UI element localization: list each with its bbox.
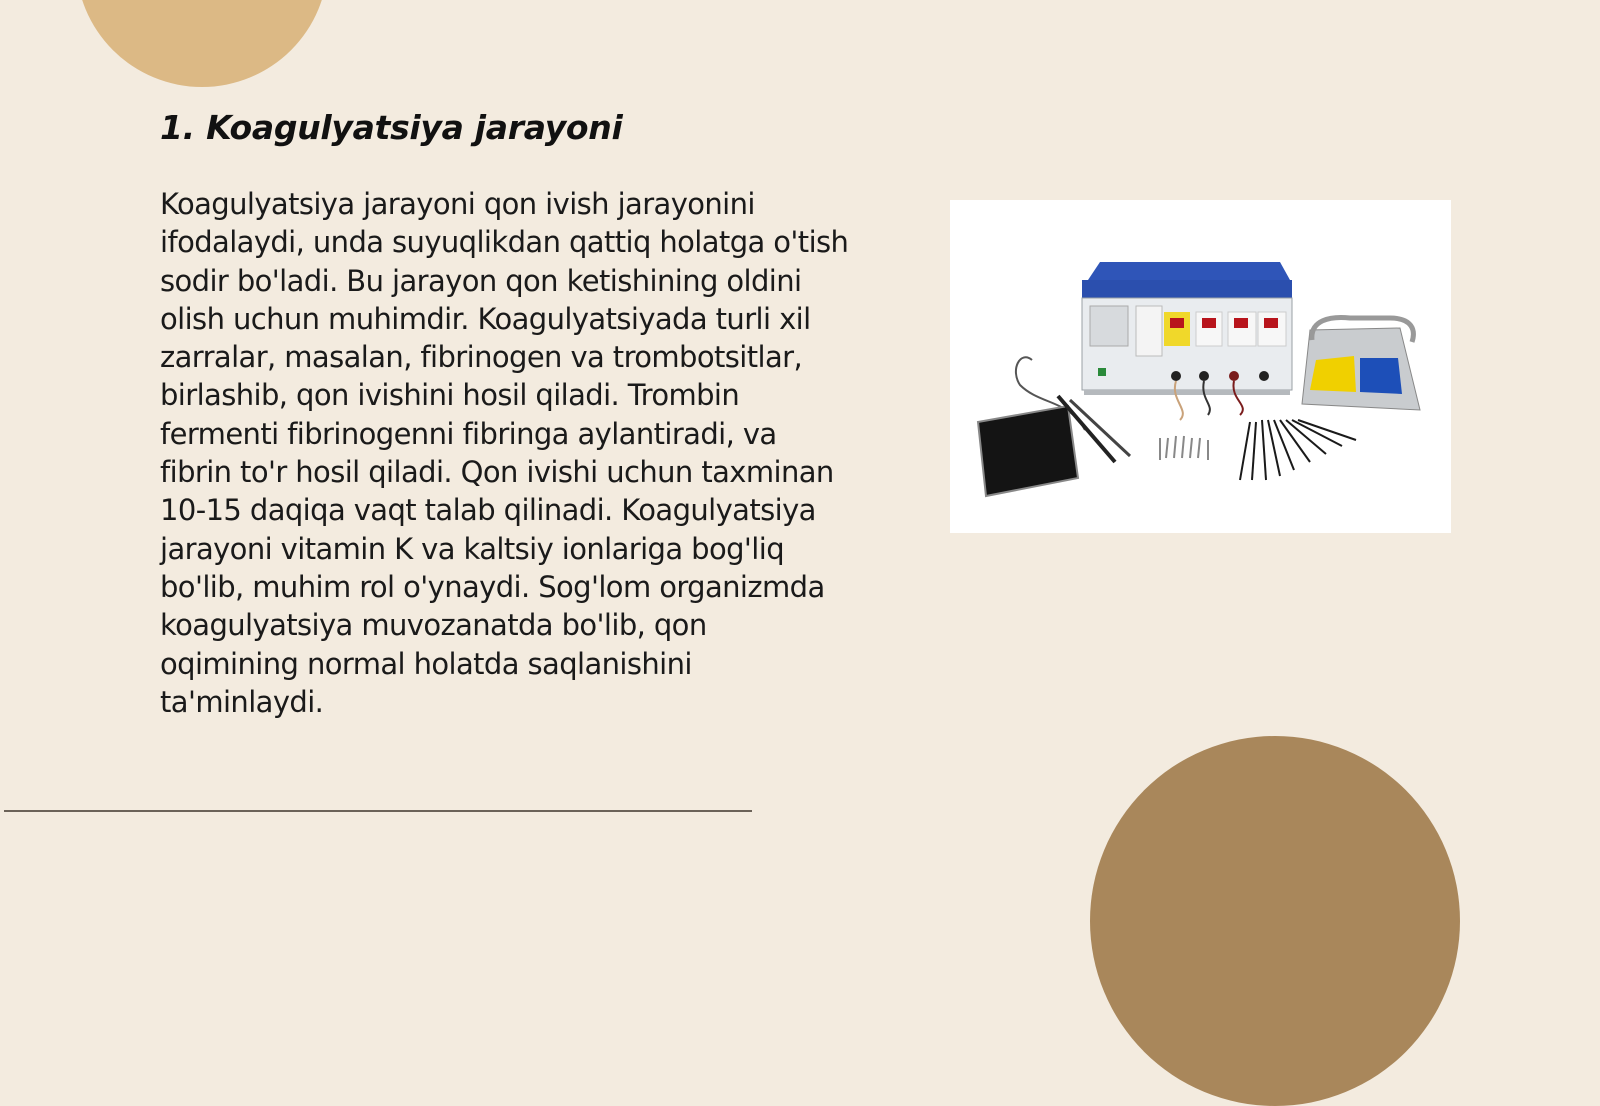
slide-body-text: Koagulyatsiya jarayoni qon ivish jarayonini ifodalaydi, unda suyuqlikdan qattiq holatga o'tish sodir bo'ladi. Bu jarayon qon ketishining oldini olish uchun muhimdir. Koagulyatsiyada turli xil zarralar, masalan, fibrinogen va trombotsitlar, birlashib, qon ivishini hosil qiladi. Trombin fermenti fibrinogenni fibringa aylantiradi, va fibrin to'r hosil qiladi. Qon ivishi uchun taxminan 10-15 daqiqa vaqt talab qilinadi. Koagulyatsiya jarayoni vitamin K va kaltsiy ionlariga bog'liq bo'lib, muhim rol o'ynaydi. Sog'lom organizmda koagulyatsiya muvozanatda bo'lib, qon oqimining normal holatda saqlanishini ta'minlaydi. — [160, 187, 849, 719]
generator-unit — [1082, 262, 1292, 395]
decorative-circle-bottom — [1090, 736, 1460, 1106]
electrosurgical-unit-photo — [950, 200, 1451, 533]
slide-title: 1. Koagulyatsiya jarayoni — [160, 108, 623, 147]
decorative-circle-top — [76, 0, 328, 87]
foot-pedal — [1302, 318, 1420, 410]
divider-line — [4, 810, 752, 812]
grounding-pad — [978, 406, 1078, 496]
